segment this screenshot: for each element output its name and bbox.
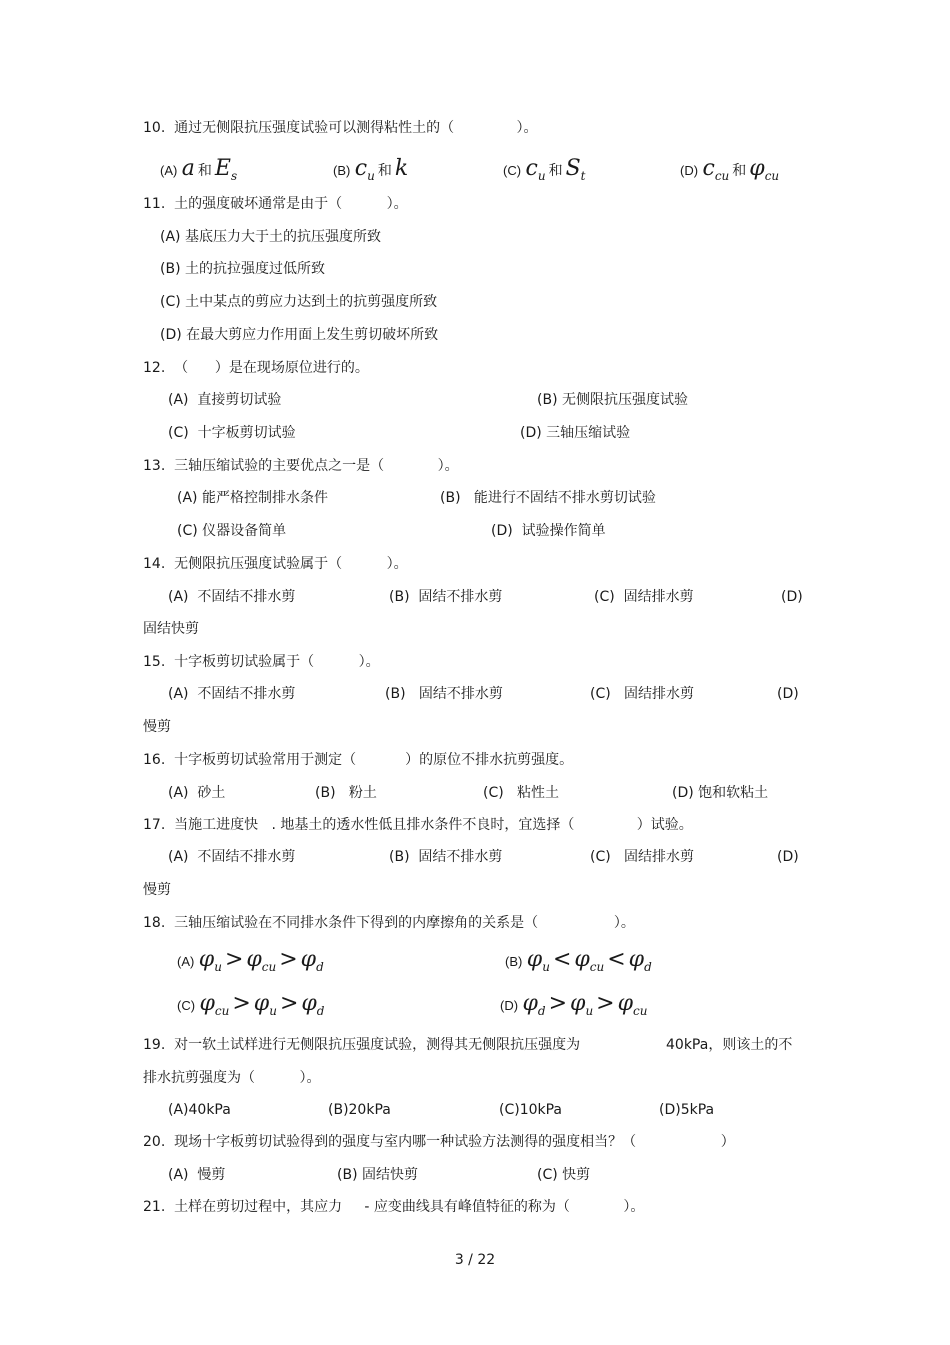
q16-option-d: (D) 饱和软粘土 [672,785,769,801]
q13-option-b: (B) 能进行不固结不排水剪切试验 [440,490,656,506]
q17-stem: 17. 当施工进度快 . 地基土的透水性低且排水条件不良时，宜选择（ ）试验。 [143,817,693,833]
q13-option-c: (C) 仪器设备简单 [177,523,287,539]
q17-option-c: (C) 固结排水剪 [590,849,695,865]
q19-option-c: (C)10kPa [499,1102,563,1118]
q15-stem: 15. 十字板剪切试验属于（ ）。 [143,654,380,670]
q19-stem-part2: 40kPa，则该土的不 [666,1037,793,1053]
q11-option-b: (B) 土的抗拉强度过低所致 [160,261,325,277]
q10-stem: 10. 通过无侧限抗压强度试验可以测得粘性土的（ ）。 [143,120,538,136]
q20-option-b: (B) 固结快剪 [337,1167,418,1183]
q11-option-a: (A) 基底压力大于土的抗压强度所致 [160,229,381,245]
q12-option-c: (C) 十字板剪切试验 [168,425,296,441]
q14-option-d: (D) [781,589,803,605]
q16-option-a: (A) 砂土 [168,785,226,801]
q19-option-a: (A)40kPa [168,1102,231,1118]
q16-stem: 16. 十字板剪切试验常用于测定（ ）的原位不排水抗剪强度。 [143,752,574,768]
q20-stem: 20. 现场十字板剪切试验得到的强度与室内哪一种试验方法测得的强度相当？（ ） [143,1134,735,1150]
q21-stem: 21. 土样在剪切过程中，其应力 - 应变曲线具有峰值特征的称为（ ）。 [143,1199,645,1215]
q10-option-d: (D) ccu 和 φcu [680,156,780,183]
q14-option-d-text: 固结快剪 [143,621,199,637]
q18-option-a: (A) φu > φcu > φd [177,947,324,974]
q14-option-b: (B) 固结不排水剪 [389,589,503,605]
q16-option-c: (C) 粘性土 [483,785,560,801]
q12-option-b: (B) 无侧限抗压强度试验 [537,392,688,408]
q13-option-a: (A) 能严格控制排水条件 [177,490,328,506]
q17-option-b: (B) 固结不排水剪 [389,849,503,865]
q18-option-b: (B) φu < φcu < φd [505,947,652,974]
q12-option-d: (D) 三轴压缩试验 [520,425,631,441]
q13-stem: 13. 三轴压缩试验的主要优点之一是（ ）。 [143,458,459,474]
q14-option-a: (A) 不固结不排水剪 [168,589,296,605]
q12-option-a: (A) 直接剪切试验 [168,392,282,408]
q16-option-b: (B) 粉土 [315,785,377,801]
page-number: 3 / 22 [454,1252,496,1268]
q11-stem: 11. 土的强度破坏通常是由于（ ）。 [143,196,408,212]
q12-stem: 12. （ ）是在现场原位进行的。 [143,360,369,376]
q15-option-a: (A) 不固结不排水剪 [168,686,296,702]
q15-option-c: (C) 固结排水剪 [590,686,695,702]
q15-option-d: (D) [777,686,799,702]
q14-stem: 14. 无侧限抗压强度试验属于（ ）。 [143,556,408,572]
q11-option-c: (C) 土中某点的剪应力达到土的抗剪强度所致 [160,294,438,310]
q17-option-a: (A) 不固结不排水剪 [168,849,296,865]
q19-option-b: (B)20kPa [328,1102,391,1118]
q10-option-c: (C) cu 和 St [503,156,586,183]
q13-option-d: (D) 试验操作简单 [491,523,606,539]
q11-option-d: (D) 在最大剪应力作用面上发生剪切破坏所致 [160,327,439,343]
q15-option-b: (B) 固结不排水剪 [385,686,503,702]
q14-option-c: (C) 固结排水剪 [594,589,694,605]
q18-option-d: (D) φd > φu > φcu [500,991,648,1018]
q18-option-c: (C) φcu > φu > φd [177,991,325,1018]
q19-stem-part1: 19. 对一软土试样进行无侧限抗压强度试验，测得其无侧限抗压强度为 [143,1037,581,1053]
q19-option-d: (D)5kPa [659,1102,715,1118]
q15-option-d-text: 慢剪 [143,719,171,735]
q10-option-b: (B) cu 和 k [333,156,409,183]
q20-option-c: (C) 快剪 [537,1167,591,1183]
q18-stem: 18. 三轴压缩试验在不同排水条件下得到的内摩擦角的关系是（ ）。 [143,915,635,931]
q20-option-a: (A) 慢剪 [168,1167,226,1183]
q10-option-a: (A) a 和 Es [160,156,238,183]
q17-option-d-text: 慢剪 [143,882,171,898]
q17-option-d: (D) [777,849,799,865]
q19-stem-line2: 排水抗剪强度为（ ）。 [143,1070,321,1086]
